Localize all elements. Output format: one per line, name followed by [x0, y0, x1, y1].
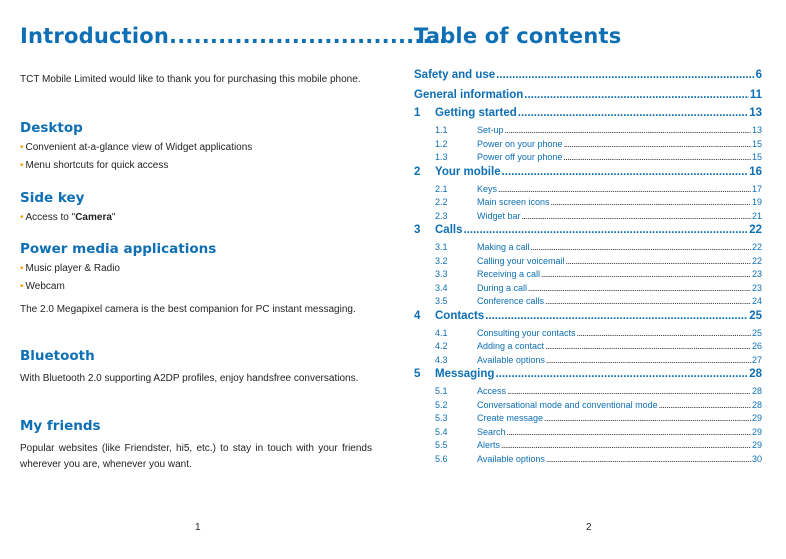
section-bluetooth — [20, 347, 372, 387]
bullet-icon: • — [20, 142, 24, 153]
toc-subsection[interactable]: 3.4 During a call ..... 23 — [414, 283, 762, 297]
toc-subsection[interactable]: 2.2 Main screen icons ..... 19 — [414, 197, 762, 211]
toc-subsection[interactable]: 4.3 Available options ..... 27 — [414, 355, 762, 369]
bullet-icon: • — [20, 212, 24, 223]
toc-subsection[interactable]: 3.5 Conference calls ..... 24 — [414, 296, 762, 310]
bullet-item: • Music player & Radio — [20, 263, 120, 274]
section-heading: My friends — [20, 418, 101, 434]
left-page — [20, 0, 448, 559]
toc-subsection[interactable]: 5.1 Access ..... 28 — [414, 386, 762, 400]
toc-chapter[interactable]: 2 Your mobile ..... 16 — [414, 166, 762, 184]
page-number: 1 — [195, 522, 201, 533]
section-heading: Desktop — [20, 120, 83, 136]
toc-chapter[interactable]: 3 Calls ..... 22 — [414, 224, 762, 242]
toc-subsection[interactable]: 2.3 Widget bar ..... 21 — [414, 211, 762, 225]
bullet-item: • Webcam — [20, 281, 65, 292]
toc-subsection[interactable]: 5.6 Available options ..... 30 — [414, 454, 762, 468]
section-my-friends — [20, 417, 372, 473]
bullet-item: • Convenient at-a-glance view of Widget applications — [20, 142, 253, 153]
toc-subsection[interactable]: 5.4 Search ..... 29 — [414, 427, 762, 441]
bullet-icon: • — [20, 160, 24, 171]
toc-chapter[interactable]: 5 Messaging ..... 28 — [414, 368, 762, 386]
section-paragraph: The 2.0 Megapixel camera is the best companion for PC instant messaging. — [20, 304, 356, 315]
toc-chapter[interactable]: 4 Contacts ..... 25 — [414, 310, 762, 328]
toc-subsection[interactable]: 2.1 Keys ..... 17 — [414, 184, 762, 198]
toc-subsection[interactable]: 5.3 Create message ..... 29 — [414, 413, 762, 427]
toc-subsection[interactable]: 3.2 Calling your voicemail ..... 22 — [414, 256, 762, 270]
page-number: 2 — [586, 522, 592, 533]
toc-entry[interactable]: General information ..... 11 — [414, 89, 762, 109]
toc-subsection[interactable]: 4.1 Consulting your contacts ..... 25 — [414, 328, 762, 342]
page-title: Introduction.................................. — [20, 24, 448, 48]
toc-subsection[interactable]: 3.3 Receiving a call ..... 23 — [414, 269, 762, 283]
toc-subsection[interactable]: 1.3 Power off your phone ..... 15 — [414, 152, 762, 166]
section-heading: Power media applications — [20, 241, 217, 257]
bullet-icon: • — [20, 281, 24, 292]
section-power-media — [20, 240, 372, 318]
toc-subsection[interactable]: 3.1 Making a call ..... 22 — [414, 242, 762, 256]
bullet-item: • Menu shortcuts for quick access — [20, 160, 169, 171]
toc-title: Table of contents — [414, 24, 622, 48]
section-heading: Side key — [20, 190, 85, 206]
bullet-item: • Access to "Camera" — [20, 212, 116, 223]
toc-subsection[interactable]: 1.1 Set-up ..... 13 — [414, 125, 762, 139]
section-side-key — [20, 189, 372, 227]
toc-subsection[interactable]: 5.2 Conversational mode and conventional mode ..... 28 — [414, 400, 762, 414]
section-heading: Bluetooth — [20, 348, 95, 364]
toc-subsection[interactable]: 4.2 Adding a contact ..... 26 — [414, 341, 762, 355]
toc-entry[interactable]: Safety and use ..... 6 — [414, 69, 762, 89]
intro-paragraph: TCT Mobile Limited would like to thank you for purchasing this mobile phone. — [20, 74, 361, 85]
toc-subsection[interactable]: 1.2 Power on your phone ..... 15 — [414, 139, 762, 153]
section-paragraph: Popular websites (like Friendster, hi5, etc.) to stay in touch with your friends wherever you are, whenever you want. — [20, 443, 372, 470]
right-page — [414, 0, 762, 559]
toc-chapters — [414, 107, 762, 467]
toc-chapter[interactable]: 1 Getting started ..... 13 — [414, 107, 762, 125]
bullet-icon: • — [20, 263, 24, 274]
section-paragraph: With Bluetooth 2.0 supporting A2DP profiles, enjoy handsfree conversations. — [20, 373, 359, 384]
toc-top-entries — [414, 69, 762, 109]
toc-subsection[interactable]: 5.5 Alerts ..... 29 — [414, 440, 762, 454]
section-desktop — [20, 119, 372, 175]
